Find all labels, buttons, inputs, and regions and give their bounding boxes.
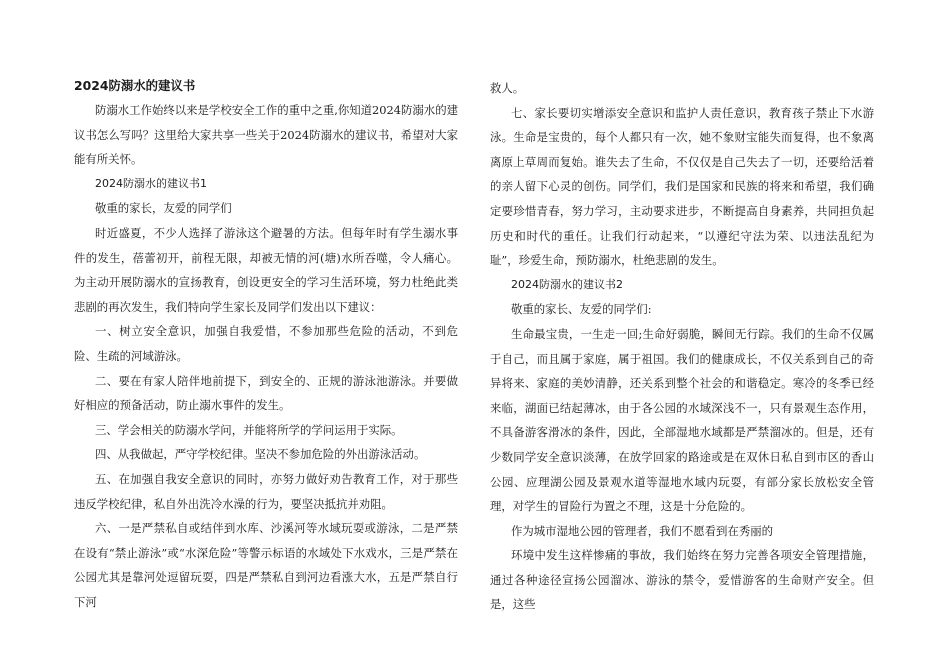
paragraph: 敬重的家长，友爱的同学们 <box>95 201 232 216</box>
document-title: 2024防溺水的建议书 <box>74 78 196 93</box>
section-heading: 2024防溺水的建议书2 <box>511 277 623 291</box>
paragraph: 七、家长要切实增添安全意识和监护人责任意识，教育孩子禁止下水游泳。生命是宝贵的，每个人都只有一次，她不象财宝能失而复得，也不象离离原上草周而复始。谁失去了生命，不仅仅是自己失去了一切，还要给活着的亲人留下心灵的创伤。同学们，我们是国家和民族的将来和希望，我们确定要珍惜青春，努力学习，主动要求进步，不断提高自身素养，共同担负起历史和时代的重任。让我们行动起来，“以遵纪守法为荣、以违法乱纪为耻”，珍爱生命，预防溺水，杜绝悲剧的发生。 <box>490 105 874 268</box>
paragraph: 一、树立安全意识，加强自我爱惜，不参加那些危险的活动，不到危险、生疏的河域游泳。 <box>74 324 458 363</box>
paragraph: 作为城市湿地公园的管理者，我们不愿看到在秀丽的 <box>511 523 773 538</box>
paragraph: 防溺水工作始终以来是学校安全工作的重中之重,你知道2024防溺水的建议书怎么写吗？这里给大家共享一些关于2024防溺水的建议书，希望对大家能有所关怀。 <box>74 103 458 167</box>
paragraph: 二、要在有家人陪伴地前提下，到安全的、正规的游泳池游泳。并要做好相应的预备活动，防止溺水事件的发生。 <box>74 373 458 413</box>
section-heading: 2024防溺水的建议书1 <box>95 176 207 190</box>
paragraph: 生命最宝贵，一生走一回;生命好弱脆，瞬间无行踪。我们的生命不仅属于自己，而且属于家庭，属于祖国。我们的健康成长，不仅关系到自己的奇异将来、家庭的美妙清静，还关系到整个社会的和谐稳定。寒冷的冬季已经来临，湖面已结起薄冰，由于各公园的水域深浅不一，只有景观生态作用，不具备游客滑冰的条件，因此，全部湿地水域都是严禁溜冰的。但是，还有少数同学安全意识淡薄，在放学回家的路途或是在双休日私自到市区的香山公园、应理湖公园及景观水道等湿地水域内玩耍，有部分家长放松安全管理，对学生的冒险行为置之不理，这是十分危险的。 <box>490 326 874 514</box>
left-column <box>74 76 458 614</box>
paragraph: 时近盛夏，不少人选择了游泳这个避暑的方法。但每年时有学生溺水事件的发生，蓓蕾初开，前程无限，却被无情的河(塘)水所吞噬，令人痛心。为主动开展防溺水的宣扬教育，创设更安全的学习生活环境，努力杜绝此类悲剧的再次发生，我们特向学生家长及同学们发出以下建议： <box>74 225 458 314</box>
paragraph: 六、一是严禁私自或结伴到水库、沙溪河等水域玩耍或游泳，二是严禁在设有“禁止游泳”或“水深危险”等警示标语的水域处下水戏水，三是严禁在公园尤其是靠河处逗留玩耍，四是严禁私自到河边看涨大水，五是严禁自行下河 <box>74 521 458 609</box>
paragraph: 救人。 <box>490 81 525 95</box>
paragraph: 环境中发生这样惨痛的事故，我们始终在努力完善各项安全管理措施，通过各种途径宣扬公园溜冰、游泳的禁令，爱惜游客的生命财产安全。但是，这些 <box>490 548 874 612</box>
right-column <box>490 76 874 617</box>
paragraph: 五、在加强自我安全意识的同时，亦努力做好劝告教育工作，对于那些违反学校纪律，私自外出洗冷水澡的行为，要坚决抵抗并劝阻。 <box>74 471 458 511</box>
paragraph: 三、学会相关的防溺水学问，并能将所学的学问运用于实际。 <box>95 422 403 437</box>
paragraph: 四、从我做起，严守学校纪律。坚决不参加危险的外出游泳活动。 <box>95 447 426 462</box>
paragraph: 敬重的家长、友爱的同学们: <box>511 302 652 317</box>
